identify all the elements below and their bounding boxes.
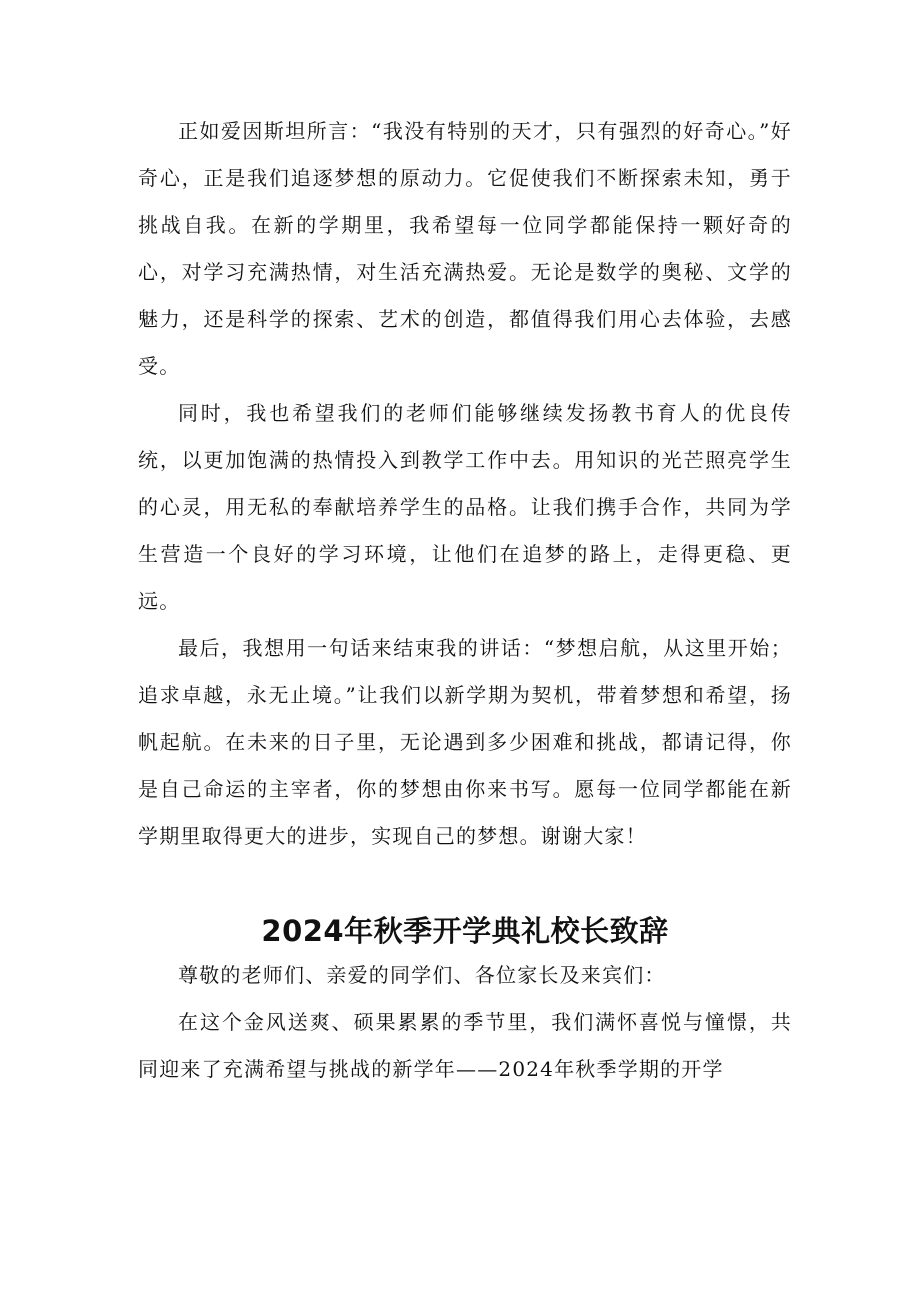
body-paragraph: 正如爱因斯坦所言：“我没有特别的天才，只有强烈的好奇心。”好奇心，正是我们追逐梦想的原动力。它促使我们不断探索未知，勇于挑战自我。在新的学期里，我希望每一位同学都能保持一颗好奇的心，对学习充满热情，对生活充满热爱。无论是数学的奥秘、文学的魅力，还是科学的探索、艺术的创造，都值得我们用心去体验，去感受。 [138, 119, 792, 378]
speech-title: 2024年秋季开学典礼校长致辞 [261, 914, 669, 948]
opening-paragraph: 在这个金风送爽、硕果累累的季节里，我们满怀喜悦与憧憬，共同迎来了充满希望与挑战的新学年——2024年秋季学期的开学 [138, 1010, 792, 1081]
document-page [138, 108, 792, 1093]
salutation: 尊敬的老师们、亲爱的同学们、各位家长及来宾们： [178, 963, 666, 987]
body-paragraph: 同时，我也希望我们的老师们能够继续发扬教书育人的优良传统，以更加饱满的热情投入到教学工作中去。用知识的光芒照亮学生的心灵，用无私的奉献培养学生的品格。让我们携手合作，共同为学生营造一个良好的学习环境，让他们在追梦的路上，走得更稳、更远。 [138, 401, 792, 613]
body-paragraph: 最后，我想用一句话来结束我的讲话：“梦想启航，从这里开始；追求卓越，永无止境。”让我们以新学期为契机，带着梦想和希望，扬帆起航。在未来的日子里，无论遇到多少困难和挑战，都请记得，你是自己命运的主宰者，你的梦想由你来书写。愿每一位同学都能在新学期里取得更大的进步，实现自己的梦想。谢谢大家！ [138, 636, 792, 848]
